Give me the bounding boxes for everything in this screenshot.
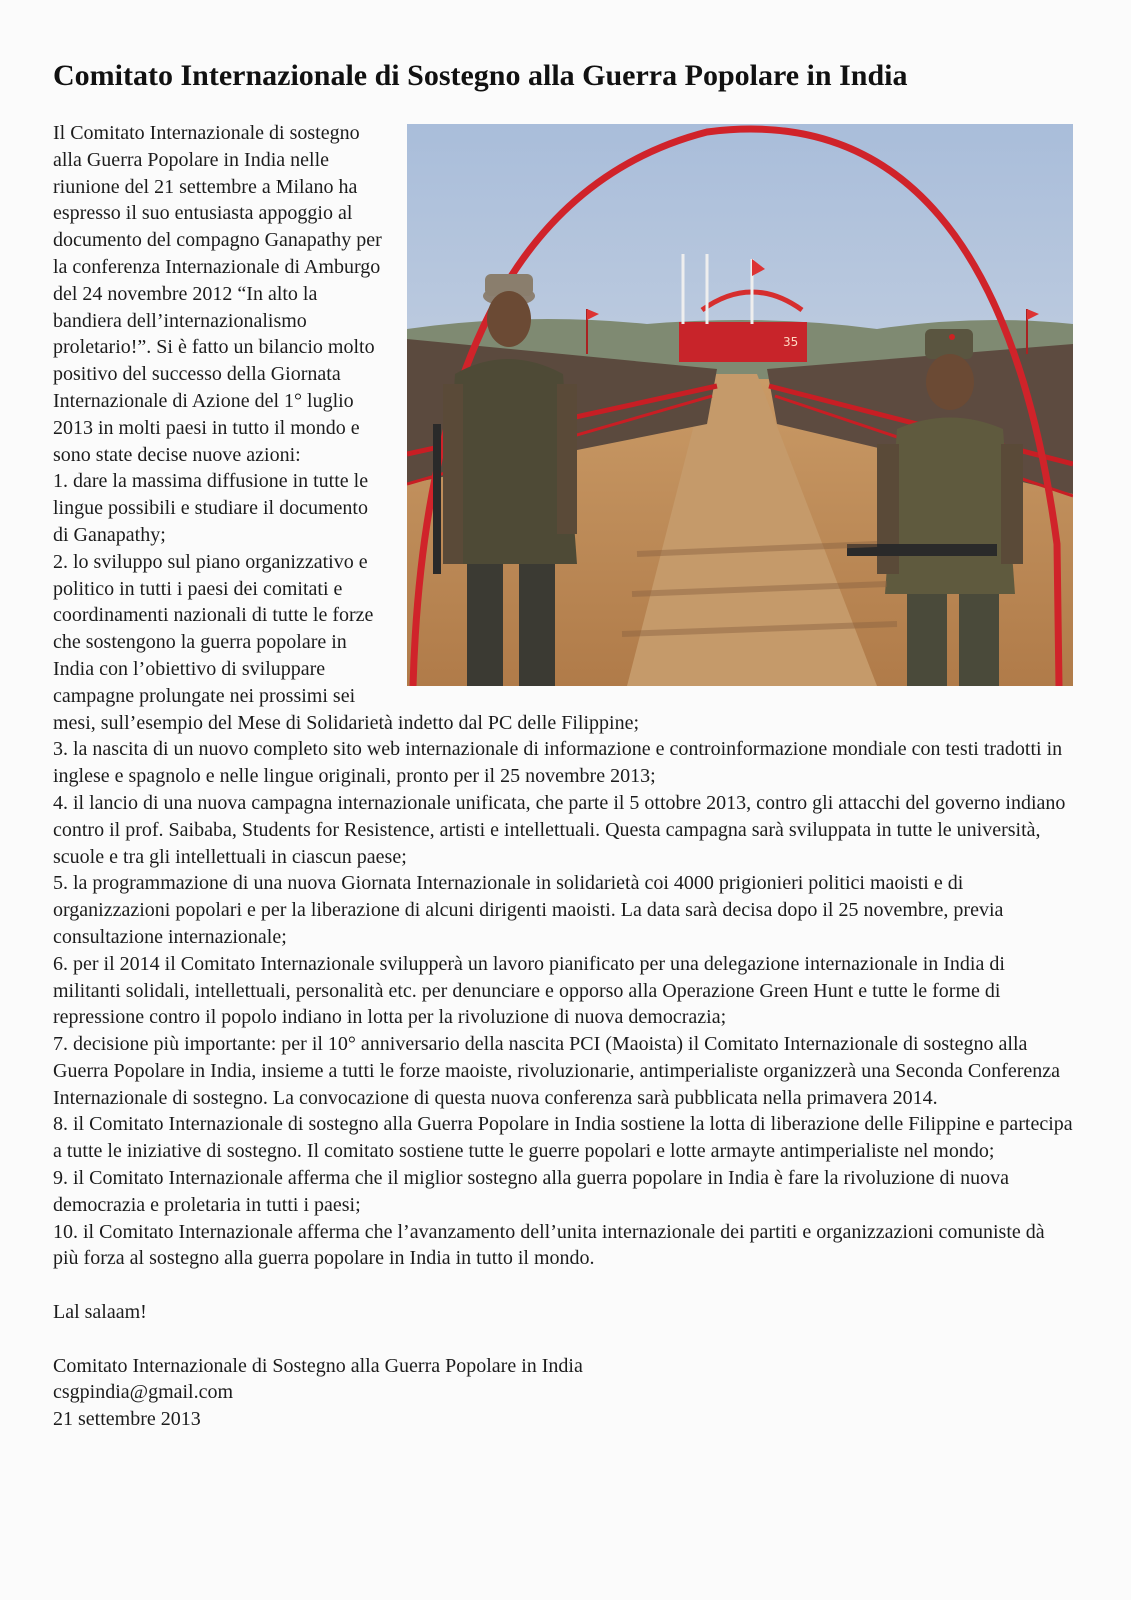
rally-photo <box>407 124 1073 686</box>
signature-org: Comitato Internazionale di Sostegno alla Guerra Popolare in India <box>53 1354 583 1377</box>
list-item: 9. il Comitato Internazionale afferma che il miglior sostegno alla guerra popolare in India è fare la rivoluzione di nuova democrazia e proletaria in tutti i paesi; <box>53 1167 1009 1216</box>
list-item: 4. il lancio di una nuova campagna internazionale unificata, che parte il 5 ottobre 2013, contro gli attacchi del governo indiano contro il prof. Saibaba, Students for Resistence, artisti e intellettuali. Questa campagna sarà sviluppata in tutte le università, scuole e tra gli intellettuali in ciascun paese; <box>53 791 1066 868</box>
page-title: Comitato Internazionale di Sostegno alla Guerra Popolare in India <box>53 59 908 92</box>
list-item: 7. decisione più importante: per il 10° anniversario della nascita PCI (Maoista) il Comitato Internazionale di sostegno alla Guerra Popolare in India, insieme a tutti le forze maoiste, rivoluzionarie, antimperialiste organizzerà una Seconda Conferenza Internazionale di sostegno. La convocazione di questa nuova conferenza sarà pubblicata nella primavera 2014. <box>53 1033 1061 1109</box>
signature-email: csgpindia@gmail.com <box>53 1381 234 1404</box>
intro-paragraph: Il Comitato Internazionale di sostegno alla Guerra Popolare in India nelle riunione del 21 settembre a Milano ha espresso il suo entusiasta appoggio al documento del compagno Ganapathy per la conferenza Internazionale di Amburgo del 24 novembre 2012 “In alto la bandiera dell’internazionalismo proletario!”. Si è fatto un bilancio molto positivo del successo della Giornata Internazionale di Azione del 1° luglio 2013 in molti paesi in tutto il mondo e sono state decise nuove azioni: <box>53 122 382 466</box>
list-item: 10. il Comitato Internazionale afferma che l’avanzamento dell’unita internazionale dei partiti e organizzazioni comuniste dà più forza al sostegno alla guerra popolare in India in tutto il mondo. <box>53 1220 1045 1270</box>
banner-number: 35 <box>783 335 799 349</box>
list-item: 1. dare la massima diffusione in tutte le lingue possibili e studiare il documento di Ganapathy; <box>53 470 369 546</box>
list-item: 8. il Comitato Internazionale di sostegno alla Guerra Popolare in India sostiene la lotta di liberazione delle Filippine e partecipa a tutte le iniziative di sostegno. Il comitato sostiene tutte le guerre popolari e lotte armayte antimperialiste nel mondo; <box>53 1113 1073 1163</box>
document-body <box>53 120 1073 1433</box>
list-item: 2. lo sviluppo sul piano organizzativo e politico in tutti i paesi dei comitati e coordinamenti nazionali di tutte le forze che sostengono la guerra popolare in India con l’obiettivo di sviluppare campagne prolungate nei prossimi sei mesi, sull’esempio del Mese di Solidarietà indetto dal PC delle Filippine; <box>53 550 640 734</box>
list-item: 6. per il 2014 il Comitato Internazionale svilupperà un lavoro pianificato per una delegazione internazionale in India di militanti solidali, intellettuali, personalità etc. per denunciare e opporso alla Operazione Green Hunt e tutte le forme di repressione contro il popolo indiano in lotta per la rivoluzione di nuova democrazia; <box>53 952 1005 1029</box>
closing-salutation: Lal salaam! <box>53 1301 147 1324</box>
list-item: 5. la programmazione di una nuova Giornata Internazionale in solidarietà coi 4000 prigionieri politici maoisti e di organizzazioni popolari e per la liberazione di alcuni dirigenti maoisti. La data sarà decisa dopo il 25 novembre, previa consultazione internazionale; <box>53 872 1004 948</box>
list-item: 3. la nascita di un nuovo completo sito web internazionale di informazione e controinformazione mondiale con testi tradotti in inglese e spagnolo e nelle lingue originali, pronto per il 25 novembre 2013; <box>53 738 1063 788</box>
signature-date: 21 settembre 2013 <box>53 1408 201 1431</box>
